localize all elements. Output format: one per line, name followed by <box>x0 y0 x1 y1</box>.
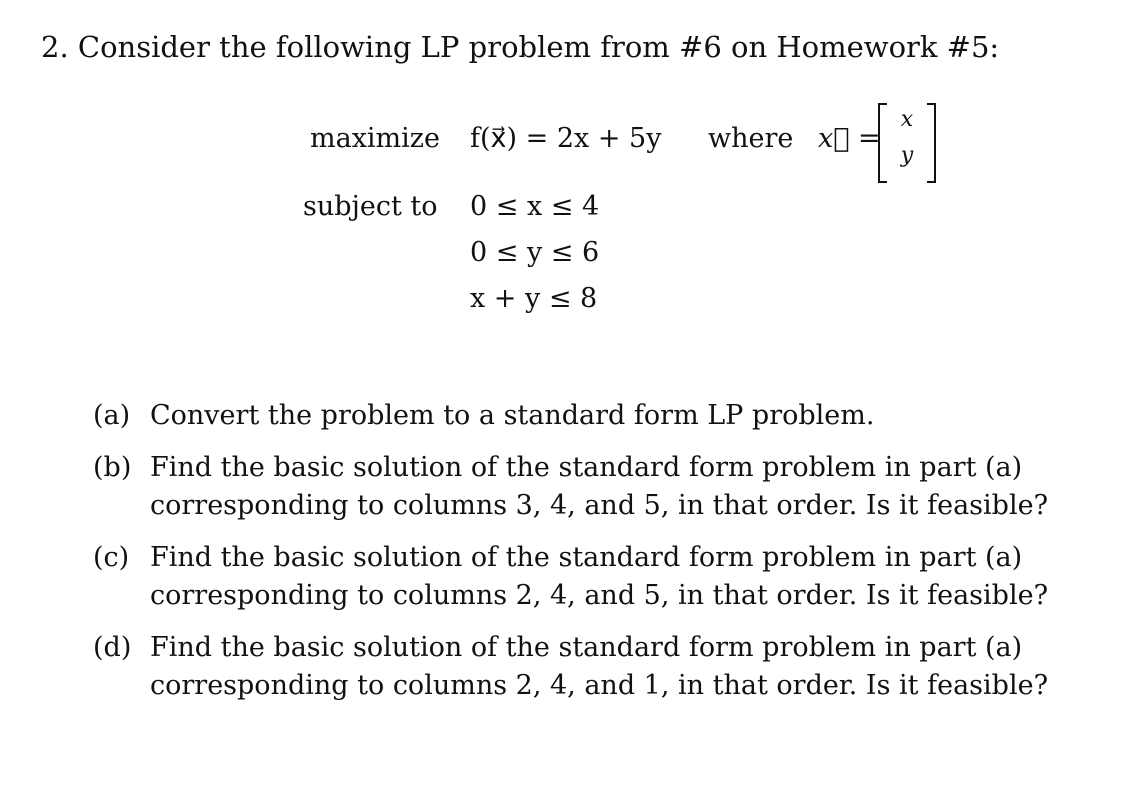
part-text: corresponding to columns 3, 4, and 5, in that order. Is it feasible? <box>150 490 1049 521</box>
part-label: (c) <box>93 542 130 573</box>
constraint-row: 0 ≤ x ≤ 4 <box>470 191 600 222</box>
constraint-row: x + y ≤ 8 <box>470 283 598 314</box>
part-label: (a) <box>93 400 131 431</box>
right-bracket <box>927 103 936 183</box>
objective-expression: f(x⃗) = 2x + 5y <box>470 123 662 154</box>
constraint-label: subject to <box>303 191 438 222</box>
part-text: corresponding to columns 2, 4, and 1, in that order. Is it feasible? <box>150 670 1049 701</box>
part-text: Find the basic solution of the standard form problem in part (a) <box>150 632 1023 663</box>
constraint-row: 0 ≤ y ≤ 6 <box>470 237 600 268</box>
part-text: Convert the problem to a standard form LP problem. <box>150 400 875 431</box>
part-text: Find the basic solution of the standard form problem in part (a) <box>150 452 1023 483</box>
vector-entry: y <box>900 143 914 168</box>
part-text: corresponding to columns 2, 4, and 5, in that order. Is it feasible? <box>150 580 1049 611</box>
column-vector <box>878 103 936 181</box>
vector-lhs: x⃗ = <box>818 123 881 154</box>
lp-formulation <box>0 95 1130 335</box>
part-label: (b) <box>93 452 132 483</box>
part-text: Find the basic solution of the standard form problem in part (a) <box>150 542 1023 573</box>
objective-label: maximize <box>310 123 441 154</box>
problem-heading: 2. Consider the following LP problem from #6 on Homework #5: <box>41 30 1000 64</box>
part-label: (d) <box>93 632 132 663</box>
vector-entry: x <box>900 107 914 132</box>
where-word: where <box>708 123 794 154</box>
